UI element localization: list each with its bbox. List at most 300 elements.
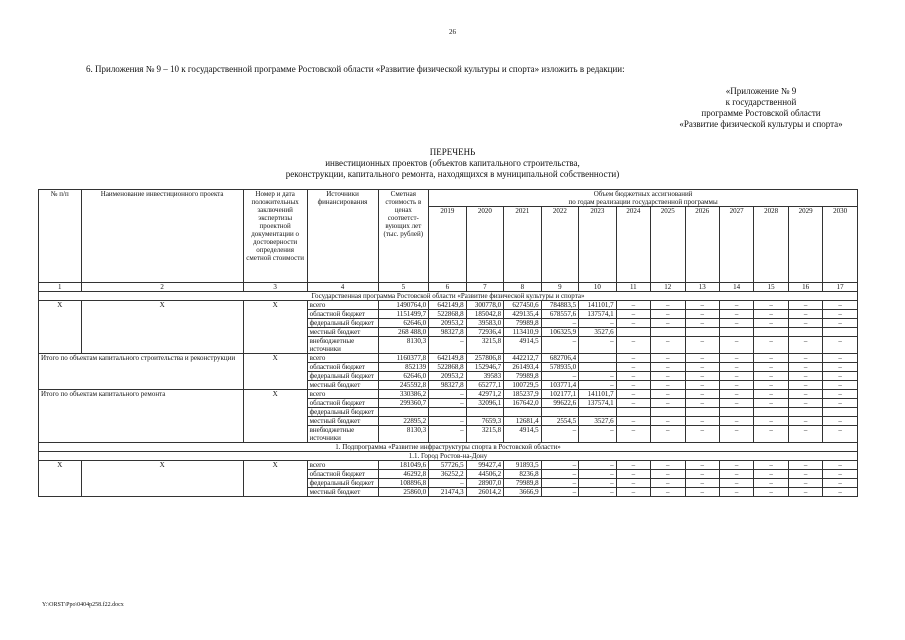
row-year-value: – bbox=[685, 488, 719, 497]
column-number: 8 bbox=[504, 283, 541, 292]
row-year-value bbox=[579, 408, 616, 417]
row-year-value bbox=[579, 363, 616, 372]
column-number: 2 bbox=[81, 283, 243, 292]
header-year: 2024 bbox=[616, 207, 650, 283]
row-year-value: – bbox=[788, 426, 822, 443]
row-year-value: – bbox=[616, 372, 650, 381]
row-year-value: – bbox=[541, 426, 578, 443]
row-year-value: – bbox=[685, 372, 719, 381]
row-cost: 1490764,0 bbox=[378, 301, 429, 310]
page-number: 26 bbox=[449, 28, 456, 36]
row-year-value: – bbox=[719, 337, 753, 354]
row-year-value: 682706,4 bbox=[541, 354, 578, 363]
row-expertise: Х bbox=[243, 301, 307, 354]
header-year: 2030 bbox=[823, 207, 858, 283]
row-year-value: – bbox=[541, 461, 578, 470]
row-cost: 108896,8 bbox=[378, 479, 429, 488]
row-year-value: – bbox=[823, 479, 858, 488]
row-year-value: – bbox=[579, 461, 616, 470]
row-year-value: – bbox=[541, 488, 578, 497]
header-volume-line: Объем бюджетных ассигнований bbox=[593, 190, 693, 198]
row-funding-source: местный бюджет bbox=[307, 488, 378, 497]
row-year-value: – bbox=[823, 310, 858, 319]
row-year-value: – bbox=[719, 417, 753, 426]
row-year-value: – bbox=[651, 488, 685, 497]
row-year-value: – bbox=[754, 310, 788, 319]
row-year-value: – bbox=[685, 426, 719, 443]
row-year-value: – bbox=[651, 354, 685, 363]
row-year-value: 98327,8 bbox=[429, 381, 466, 390]
column-number: 11 bbox=[616, 283, 650, 292]
row-cost: 268 488,0 bbox=[378, 328, 429, 337]
appendix-line: «Развитие физической культуры и спорта» bbox=[679, 119, 843, 129]
row-year-value: – bbox=[823, 417, 858, 426]
column-number: 4 bbox=[307, 283, 378, 292]
row-year-value: 152946,7 bbox=[466, 363, 503, 372]
row-year-value: 429135,4 bbox=[504, 310, 541, 319]
appendix-line: программе Ростовской области bbox=[701, 108, 821, 118]
column-number: 9 bbox=[541, 283, 578, 292]
row-year-value: 7659,3 bbox=[466, 417, 503, 426]
row-year-value bbox=[685, 408, 719, 417]
intro-text: 6. Приложения № 9 – 10 к государственной программе Ростовской области «Развитие физической культуры и спорта» изложить в редакции: bbox=[86, 64, 625, 74]
row-funding-source: федеральный бюджет bbox=[307, 372, 378, 381]
row-year-value: – bbox=[579, 470, 616, 479]
title-line: ПЕРЕЧЕНЬ bbox=[429, 147, 476, 157]
row-year-value: 8236,8 bbox=[504, 470, 541, 479]
row-year-value: – bbox=[788, 363, 822, 372]
row-year-value: – bbox=[754, 399, 788, 408]
header-year: 2028 bbox=[754, 207, 788, 283]
row-year-value: – bbox=[541, 337, 578, 354]
row-year-value: 642149,8 bbox=[429, 354, 466, 363]
row-year-value: – bbox=[719, 319, 753, 328]
row-year-value: – bbox=[651, 426, 685, 443]
row-year-value: 91893,5 bbox=[504, 461, 541, 470]
row-cost: 8130,3 bbox=[378, 426, 429, 443]
row-year-value: – bbox=[719, 399, 753, 408]
row-cost: 8130,3 bbox=[378, 337, 429, 354]
section-row bbox=[39, 443, 858, 452]
row-year-value: – bbox=[823, 381, 858, 390]
row-funding-source: федеральный бюджет bbox=[307, 319, 378, 328]
row-year-value: 167642,0 bbox=[504, 399, 541, 408]
row-year-value: – bbox=[788, 381, 822, 390]
row-year-value: 141101,7 bbox=[579, 390, 616, 399]
row-expertise: Х bbox=[243, 461, 307, 497]
row-year-value: 39583,0 bbox=[466, 319, 503, 328]
table-row bbox=[39, 461, 858, 470]
row-year-value: – bbox=[685, 470, 719, 479]
row-year-value: 98327,8 bbox=[429, 328, 466, 337]
row-year-value: – bbox=[788, 310, 822, 319]
header-project-name: Наименование инвестиционного проекта bbox=[81, 190, 243, 283]
row-year-value: – bbox=[429, 426, 466, 443]
row-cost bbox=[378, 408, 429, 417]
header-year: 2029 bbox=[788, 207, 822, 283]
row-year-value: – bbox=[788, 354, 822, 363]
row-year-value: – bbox=[651, 337, 685, 354]
row-year-value: – bbox=[579, 381, 616, 390]
table-row bbox=[39, 390, 858, 399]
row-year-value: – bbox=[754, 381, 788, 390]
row-year-value: 21474,3 bbox=[429, 488, 466, 497]
row-year-value: – bbox=[823, 390, 858, 399]
header-year: 2020 bbox=[466, 207, 503, 283]
row-year-value: – bbox=[429, 390, 466, 399]
header-year: 2026 bbox=[685, 207, 719, 283]
row-year-value: – bbox=[541, 319, 578, 328]
title-line: инвестиционных проектов (объектов капитального строительства, bbox=[325, 158, 580, 168]
row-year-value: – bbox=[719, 426, 753, 443]
row-year-value: – bbox=[719, 470, 753, 479]
column-number: 17 bbox=[823, 283, 858, 292]
row-year-value: 99622,6 bbox=[541, 399, 578, 408]
row-year-value: – bbox=[616, 470, 650, 479]
row-year-value: 42971,2 bbox=[466, 390, 503, 399]
row-funding-source: всего bbox=[307, 461, 378, 470]
row-year-value: 185042,8 bbox=[466, 310, 503, 319]
row-cost: 62646,0 bbox=[378, 372, 429, 381]
row-year-value: – bbox=[823, 488, 858, 497]
row-year-value: 26014,2 bbox=[466, 488, 503, 497]
column-number: 15 bbox=[754, 283, 788, 292]
row-year-value bbox=[466, 408, 503, 417]
row-year-value: – bbox=[651, 461, 685, 470]
row-funding-source: областной бюджет bbox=[307, 363, 378, 372]
row-year-value: 642149,8 bbox=[429, 301, 466, 310]
row-year-value: – bbox=[616, 363, 650, 372]
row-year-value: – bbox=[685, 301, 719, 310]
row-year-value: – bbox=[685, 319, 719, 328]
row-year-value: – bbox=[685, 337, 719, 354]
header-year: 2022 bbox=[541, 207, 578, 283]
row-year-value: 12681,4 bbox=[504, 417, 541, 426]
row-year-value: 44506,2 bbox=[466, 470, 503, 479]
row-year-value: 32096,1 bbox=[466, 399, 503, 408]
row-year-value: – bbox=[685, 354, 719, 363]
row-year-value: – bbox=[541, 470, 578, 479]
row-year-value: – bbox=[685, 310, 719, 319]
row-year-value: 113410,9 bbox=[504, 328, 541, 337]
column-number: 10 bbox=[579, 283, 616, 292]
row-year-value: – bbox=[788, 479, 822, 488]
row-funding-source: областной бюджет bbox=[307, 470, 378, 479]
row-year-value bbox=[719, 328, 753, 337]
row-year-value bbox=[616, 408, 650, 417]
row-year-value: – bbox=[719, 301, 753, 310]
column-number: 6 bbox=[429, 283, 466, 292]
row-year-value: – bbox=[541, 479, 578, 488]
row-year-value: – bbox=[429, 417, 466, 426]
row-year-value: – bbox=[823, 337, 858, 354]
row-year-value: – bbox=[616, 479, 650, 488]
column-number: 14 bbox=[719, 283, 753, 292]
row-year-value: – bbox=[754, 319, 788, 328]
header-cost: Сметная стоимость в ценах соответст-вующих лет (тыс. рублей) bbox=[378, 190, 429, 283]
row-year-value: – bbox=[429, 399, 466, 408]
row-project-name: Итого по объектам капитального строительства и реконструкции bbox=[39, 354, 244, 390]
row-year-value: – bbox=[616, 319, 650, 328]
row-cost: 1151499,7 bbox=[378, 310, 429, 319]
row-year-value: – bbox=[788, 399, 822, 408]
row-project-name: Итого по объектам капитального ремонта bbox=[39, 390, 244, 443]
row-year-value: – bbox=[616, 426, 650, 443]
row-year-value: – bbox=[651, 301, 685, 310]
row-expertise: Х bbox=[243, 390, 307, 443]
row-year-value bbox=[823, 408, 858, 417]
row-year-value: – bbox=[719, 461, 753, 470]
row-year-value: – bbox=[719, 354, 753, 363]
appendix-line: «Приложение № 9 bbox=[725, 86, 797, 96]
row-year-value: – bbox=[754, 488, 788, 497]
row-year-value: – bbox=[685, 417, 719, 426]
row-year-value: 522868,8 bbox=[429, 363, 466, 372]
row-year-value bbox=[651, 328, 685, 337]
row-year-value: 99427,4 bbox=[466, 461, 503, 470]
row-funding-source: федеральный бюджет bbox=[307, 408, 378, 417]
row-cost: 181049,6 bbox=[378, 461, 429, 470]
row-year-value: 137574,1 bbox=[579, 310, 616, 319]
column-number: 7 bbox=[466, 283, 503, 292]
row-cost: 852139 bbox=[378, 363, 429, 372]
row-year-value: 72936,4 bbox=[466, 328, 503, 337]
row-year-value: 102177,1 bbox=[541, 390, 578, 399]
row-year-value: 4914,5 bbox=[504, 426, 541, 443]
row-year-value: – bbox=[579, 337, 616, 354]
row-year-value: – bbox=[788, 301, 822, 310]
row-year-value: – bbox=[823, 426, 858, 443]
row-year-value: 28907,0 bbox=[466, 479, 503, 488]
row-year-value: – bbox=[616, 310, 650, 319]
program-section-title: Государственная программа Ростовской области «Развитие физической культуры и спорта» bbox=[39, 292, 858, 301]
row-year-value: – bbox=[823, 354, 858, 363]
row-year-value: – bbox=[651, 390, 685, 399]
row-year-value: 185237,9 bbox=[504, 390, 541, 399]
row-year-value: – bbox=[823, 399, 858, 408]
row-cost: 245592,8 bbox=[378, 381, 429, 390]
row-project-name: Х bbox=[81, 301, 243, 354]
row-year-value: 261493,4 bbox=[504, 363, 541, 372]
row-year-value: 627450,6 bbox=[504, 301, 541, 310]
row-year-value: – bbox=[754, 417, 788, 426]
row-year-value: – bbox=[651, 399, 685, 408]
row-year-value: 300778,0 bbox=[466, 301, 503, 310]
row-year-value: – bbox=[651, 470, 685, 479]
header-sources: Источники финансирования bbox=[307, 190, 378, 283]
row-funding-source: федеральный бюджет bbox=[307, 479, 378, 488]
header-year: 2019 bbox=[429, 207, 466, 283]
row-year-value bbox=[541, 408, 578, 417]
row-year-value: – bbox=[685, 381, 719, 390]
row-year-value: – bbox=[616, 399, 650, 408]
row-year-value: – bbox=[788, 337, 822, 354]
row-year-value: – bbox=[719, 390, 753, 399]
row-year-value: – bbox=[685, 399, 719, 408]
row-year-value: 36252,2 bbox=[429, 470, 466, 479]
row-year-value: – bbox=[823, 461, 858, 470]
row-year-value: 39583 bbox=[466, 372, 503, 381]
row-year-value: 578935,0 bbox=[541, 363, 578, 372]
row-year-value: 678557,6 bbox=[541, 310, 578, 319]
row-year-value bbox=[788, 328, 822, 337]
row-funding-source: областной бюджет bbox=[307, 310, 378, 319]
row-year-value: – bbox=[823, 363, 858, 372]
row-year-value: – bbox=[616, 354, 650, 363]
row-funding-source: всего bbox=[307, 354, 378, 363]
table-row bbox=[39, 301, 858, 310]
row-funding-source: всего bbox=[307, 390, 378, 399]
row-year-value: – bbox=[788, 470, 822, 479]
row-year-value: 57726,5 bbox=[429, 461, 466, 470]
row-year-value: – bbox=[788, 461, 822, 470]
row-year-value: – bbox=[754, 426, 788, 443]
row-year-value: 522868,8 bbox=[429, 310, 466, 319]
row-year-value: – bbox=[788, 372, 822, 381]
title-line: реконструкции, капитального ремонта, находящихся в муниципальной собственности) bbox=[285, 169, 620, 179]
row-year-value: – bbox=[719, 310, 753, 319]
row-year-value: 3215,8 bbox=[466, 337, 503, 354]
row-year-value: 100729,5 bbox=[504, 381, 541, 390]
column-number: 13 bbox=[685, 283, 719, 292]
row-expertise: Х bbox=[243, 354, 307, 390]
column-number: 3 bbox=[243, 283, 307, 292]
row-year-value: – bbox=[651, 381, 685, 390]
section-row bbox=[39, 292, 858, 301]
row-year-value: 79989,8 bbox=[504, 319, 541, 328]
row-funding-source: местный бюджет bbox=[307, 381, 378, 390]
row-year-value: 3527,6 bbox=[579, 328, 616, 337]
header-year: 2021 bbox=[504, 207, 541, 283]
row-year-value: – bbox=[685, 390, 719, 399]
row-cost: 299360,7 bbox=[378, 399, 429, 408]
row-year-value: 442212,7 bbox=[504, 354, 541, 363]
row-funding-source: местный бюджет bbox=[307, 417, 378, 426]
row-year-value: – bbox=[616, 381, 650, 390]
row-year-value bbox=[651, 408, 685, 417]
subprogram-section-title: 1. Подпрограмма «Развитие инфраструктуры спорта в Ростовской области» bbox=[39, 443, 858, 452]
row-year-value: – bbox=[616, 301, 650, 310]
row-year-value: – bbox=[651, 479, 685, 488]
row-year-value: 20953,2 bbox=[429, 372, 466, 381]
row-year-value: 106325,9 bbox=[541, 328, 578, 337]
row-year-value: – bbox=[754, 363, 788, 372]
row-year-value: – bbox=[754, 337, 788, 354]
row-year-value: 141101,7 bbox=[579, 301, 616, 310]
row-year-value: – bbox=[429, 479, 466, 488]
row-year-value: – bbox=[541, 372, 578, 381]
row-year-value: – bbox=[823, 372, 858, 381]
row-year-value: – bbox=[616, 488, 650, 497]
row-year-value bbox=[754, 328, 788, 337]
row-year-value: 137574,1 bbox=[579, 399, 616, 408]
row-funding-source: внебюджетные источники bbox=[307, 337, 378, 354]
row-year-value: – bbox=[579, 426, 616, 443]
column-number: 5 bbox=[378, 283, 429, 292]
row-year-value: – bbox=[651, 372, 685, 381]
row-year-value: – bbox=[685, 479, 719, 488]
row-year-value: – bbox=[823, 319, 858, 328]
row-num: Х bbox=[39, 461, 82, 497]
header-year: 2025 bbox=[651, 207, 685, 283]
file-path-footer: Y:\ORST\Ppo\0404p258.f22.docx bbox=[42, 602, 124, 608]
row-year-value: – bbox=[579, 319, 616, 328]
column-number: 16 bbox=[788, 283, 822, 292]
table-row bbox=[39, 354, 858, 363]
row-year-value: – bbox=[616, 390, 650, 399]
row-year-value: – bbox=[579, 488, 616, 497]
row-year-value: 4914,5 bbox=[504, 337, 541, 354]
row-year-value bbox=[616, 328, 650, 337]
row-year-value: – bbox=[719, 479, 753, 488]
row-year-value: 2554,5 bbox=[541, 417, 578, 426]
row-year-value: – bbox=[754, 354, 788, 363]
row-year-value: – bbox=[616, 461, 650, 470]
row-year-value: – bbox=[651, 417, 685, 426]
row-year-value: – bbox=[651, 319, 685, 328]
row-year-value bbox=[719, 408, 753, 417]
row-year-value: – bbox=[579, 479, 616, 488]
row-cost: 22895,2 bbox=[378, 417, 429, 426]
row-year-value: – bbox=[579, 372, 616, 381]
row-cost: 1160377,8 bbox=[378, 354, 429, 363]
row-year-value: – bbox=[788, 417, 822, 426]
row-funding-source: всего bbox=[307, 301, 378, 310]
appendix-heading bbox=[661, 86, 861, 130]
row-year-value bbox=[504, 408, 541, 417]
row-year-value: 65277,1 bbox=[466, 381, 503, 390]
row-year-value: 20953,2 bbox=[429, 319, 466, 328]
appendix-line: к государственной bbox=[725, 97, 797, 107]
row-year-value: – bbox=[719, 488, 753, 497]
row-year-value: – bbox=[719, 372, 753, 381]
row-funding-source: внебюджетные источники bbox=[307, 426, 378, 443]
row-year-value bbox=[429, 408, 466, 417]
city-section-title: 1.1. Город Ростов-на-Дону bbox=[39, 452, 858, 461]
header-volume bbox=[429, 190, 858, 207]
header-volume-line: по годам реализации государственной программы bbox=[568, 198, 718, 206]
row-funding-source: местный бюджет bbox=[307, 328, 378, 337]
header-expertise: Номер и дата положительных заключений экспертизы проектной документации о достоверности определения сметной стоимости bbox=[243, 190, 307, 283]
row-year-value: – bbox=[429, 337, 466, 354]
row-year-value: – bbox=[616, 337, 650, 354]
document-title bbox=[0, 147, 905, 180]
section-row bbox=[39, 452, 858, 461]
row-year-value bbox=[685, 328, 719, 337]
row-year-value: 79989,8 bbox=[504, 372, 541, 381]
header-year: 2023 bbox=[579, 207, 616, 283]
row-year-value: – bbox=[788, 319, 822, 328]
row-year-value: – bbox=[823, 301, 858, 310]
row-year-value: – bbox=[788, 390, 822, 399]
row-year-value bbox=[579, 354, 616, 363]
header-num: № п/п bbox=[39, 190, 82, 283]
row-year-value: – bbox=[719, 381, 753, 390]
row-year-value: 784883,5 bbox=[541, 301, 578, 310]
row-year-value: 257806,8 bbox=[466, 354, 503, 363]
header-year: 2027 bbox=[719, 207, 753, 283]
column-number: 1 bbox=[39, 283, 82, 292]
row-cost: 330386,2 bbox=[378, 390, 429, 399]
row-cost: 46292,8 bbox=[378, 470, 429, 479]
column-number: 12 bbox=[651, 283, 685, 292]
row-year-value: 79989,8 bbox=[504, 479, 541, 488]
row-year-value: – bbox=[651, 310, 685, 319]
row-year-value: 3527,6 bbox=[579, 417, 616, 426]
row-year-value: – bbox=[754, 461, 788, 470]
row-year-value: – bbox=[719, 363, 753, 372]
row-project-name: Х bbox=[81, 461, 243, 497]
